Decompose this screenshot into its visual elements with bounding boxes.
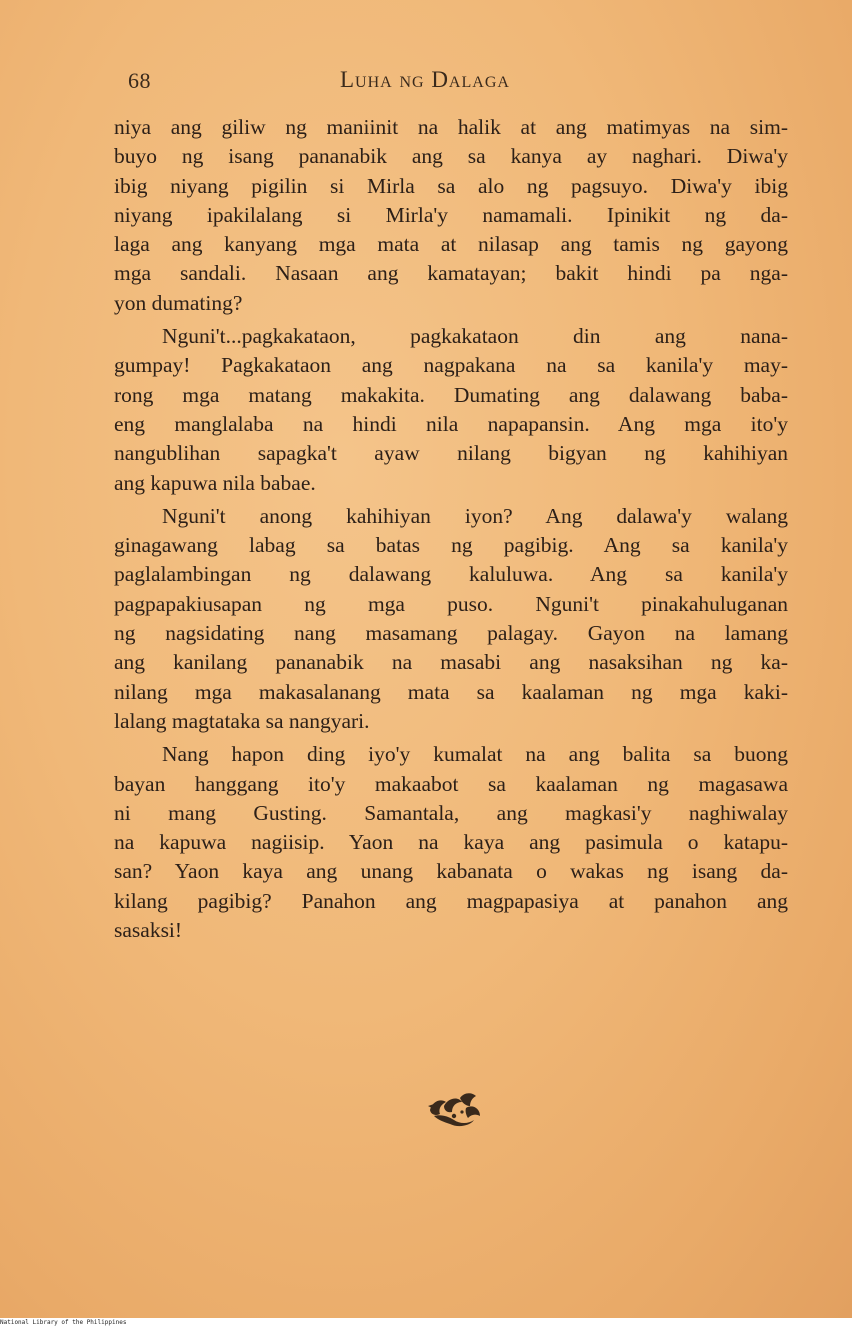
text-line: yon dumating?: [114, 290, 243, 315]
library-credit: National Library of the Philippines: [0, 1319, 127, 1326]
text-line: eng manglalaba na hindi nila napapansin. Ang mga ito'y: [114, 411, 788, 436]
text-line: nangublihan sapagka't ayaw nilang bigyan ng kahihiyan: [114, 441, 788, 466]
text-line: ng nagsidating nang masamang palagay. Gayon na lamang: [114, 621, 788, 646]
text-line: ni mang Gusting. Samantala, ang magkasi'y naghiwalay: [114, 800, 788, 825]
text-line: gumpay! Pagkakataon ang nagpakana na sa kanila'y may-: [114, 353, 788, 378]
text-line: san? Yaon kaya ang unang kabanata o wakas ng isang da-: [114, 859, 788, 884]
text-line: ginagawang labag sa batas ng pagibig. Ang sa kanila'y: [114, 533, 788, 558]
text-line: ang kapuwa nila babae.: [114, 470, 316, 495]
paragraph-3: [114, 502, 788, 736]
running-head: Luha ng Dalaga: [340, 67, 510, 92]
text-line: paglalambingan ng dalawang kaluluwa. Ang sa kanila'y: [114, 562, 788, 587]
body-text: [114, 113, 788, 949]
text-line: ang kanilang pananabik na masabi ang nasaksihan ng ka-: [114, 650, 788, 675]
text-line: kilang pagibig? Panahon ang magpapasiya at panahon ang: [114, 888, 788, 913]
text-line: lalang magtataka sa nangyari.: [114, 708, 370, 733]
text-line: bayan hanggang ito'y makaabot sa kaalaman ng magasawa: [114, 771, 788, 796]
text-line: rong mga matang makakita. Dumating ang dalawang baba-: [114, 382, 788, 407]
text-line: buyo ng isang pananabik ang sa kanya ay naghari. Diwa'y: [114, 144, 788, 169]
page-header: [0, 64, 852, 96]
text-line: niyang ipakilalang si Mirla'y namamali. Ipinikit ng da-: [114, 202, 788, 227]
paragraph-4: [114, 740, 788, 945]
text-line: ibig niyang pigilin si Mirla sa alo ng pagsuyo. Diwa'y ibig: [114, 173, 788, 198]
text-line: Nang hapon ding iyo'y kumalat na ang balita sa buong: [162, 742, 788, 767]
text-line: niya ang giliw ng maniinit na halik at ang matimyas na sim-: [114, 115, 788, 139]
text-line: sasaksi!: [114, 918, 183, 943]
text-line: na kapuwa nagiisip. Yaon na kaya ang pasimula o katapu-: [114, 830, 788, 855]
text-line: pagpapakiusapan ng mga puso. Nguni't pinakahuluganan: [114, 591, 788, 616]
floral-ornament-icon: [426, 1088, 484, 1128]
text-line: mga sandali. Nasaan ang kamatayan; bakit hindi pa nga-: [114, 261, 788, 286]
text-line: Nguni't...pagkakataon, pagkakataon din ang nana-: [162, 324, 788, 349]
text-line: nilang mga makasalanang mata sa kaalaman ng mga kaki-: [114, 679, 788, 704]
text-line: Nguni't anong kahihiyan iyon? Ang dalawa'y walang: [162, 503, 788, 528]
paragraph-1: [114, 113, 788, 318]
page-number: 68: [128, 68, 151, 93]
paragraph-2: [114, 322, 788, 498]
text-line: laga ang kanyang mga mata at nilasap ang tamis ng gayong: [114, 232, 788, 257]
